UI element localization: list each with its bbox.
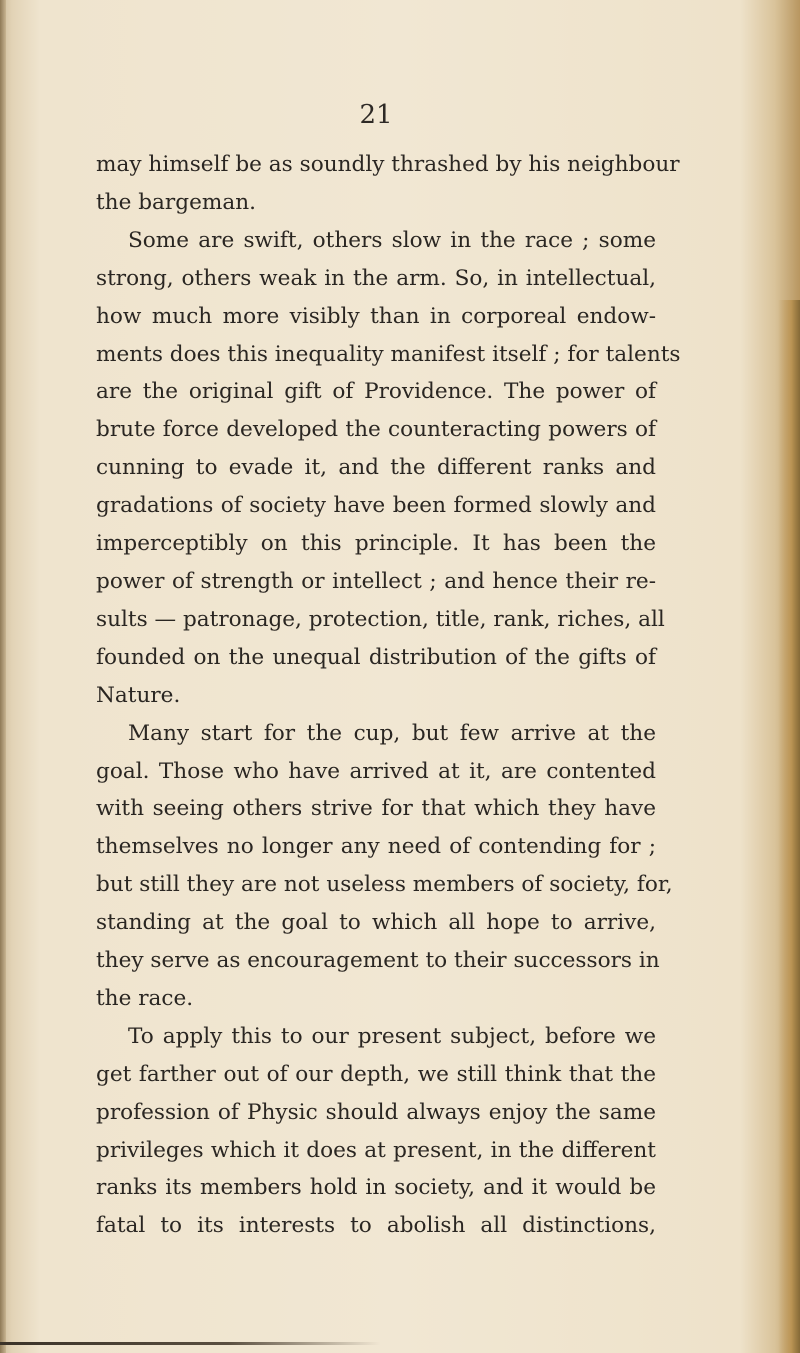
text-line: Many start for the cup, but few arrive at the xyxy=(128,720,656,746)
text-line: the bargeman. xyxy=(96,189,256,215)
text-line: founded on the unequal distribution of the gifts of xyxy=(96,644,656,670)
text-line: sults — patronage, protection, title, rank, riches, all xyxy=(96,606,665,632)
text-line: Some are swift, others slow in the race ; some xyxy=(128,227,656,253)
text-line: may himself be as soundly thrashed by his neighbour xyxy=(96,152,680,177)
page-bottom-shadow xyxy=(0,1342,380,1345)
text-line: To apply this to our present subject, before we xyxy=(128,1023,656,1049)
page-left-edge xyxy=(0,0,6,1353)
text-line: profession of Physic should always enjoy the same xyxy=(96,1099,656,1125)
text-line: gradations of society have been formed slowly and xyxy=(96,493,656,519)
text-line: how much more visibly than in corporeal endow- xyxy=(96,303,656,329)
text-line: the race. xyxy=(96,985,194,1011)
text-line: brute force developed the counteracting powers of xyxy=(96,417,656,443)
text-line: are the original gift of Providence. The power of xyxy=(96,379,656,405)
text-line: they serve as encouragement to their successors in xyxy=(96,948,660,974)
text-line: standing at the goal to which all hope to arrive, xyxy=(96,910,656,936)
text-line: Nature. xyxy=(96,682,181,708)
text-line: themselves no longer any need of contending for ; xyxy=(96,834,656,860)
text-line: ments does this inequality manifest itself ; for talents xyxy=(96,341,681,367)
text-line: privileges which it does at present, in the different xyxy=(96,1137,656,1163)
text-line: get farther out of our depth, we still think that the xyxy=(96,1061,656,1087)
text-line: ranks its members hold in society, and it would be xyxy=(96,1175,656,1201)
text-line: with seeing others strive for that which they have xyxy=(96,796,656,822)
text-line: fatal to its interests to abolish all distinctions, xyxy=(96,1213,656,1239)
text-line: but still they are not useless members of society, for, xyxy=(96,872,673,898)
text-line: power of strength or intellect ; and hence their re- xyxy=(96,568,656,594)
text-line: goal. Those who have arrived at it, are contented xyxy=(96,758,656,784)
page-right-stain xyxy=(778,300,800,1353)
body-text xyxy=(96,146,681,1245)
text-line: imperceptibly on this principle. It has been the xyxy=(96,531,656,557)
text-line: cunning to evade it, and the different ranks and xyxy=(96,455,656,481)
text-line: strong, others weak in the arm. So, in intellectual, xyxy=(96,265,656,291)
page-number: 21 xyxy=(359,100,393,130)
